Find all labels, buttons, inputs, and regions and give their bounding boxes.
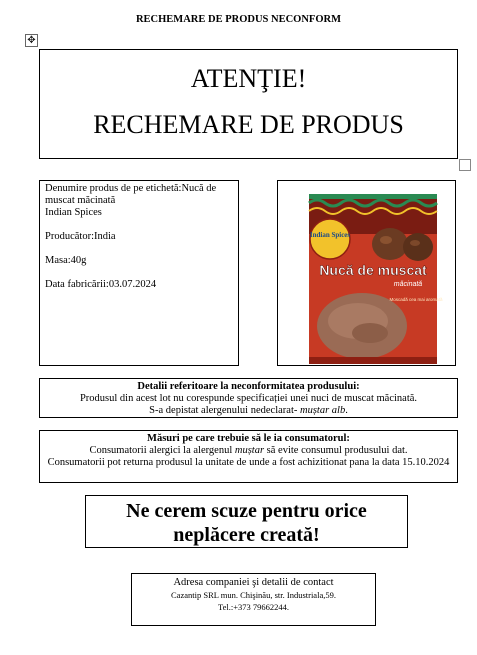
- document-header: RECHEMARE DE PRODUS NECONFORM: [135, 14, 342, 25]
- product-name: Denumire produs de pe etichetă:Nucă de muscat măcinată: [45, 183, 217, 206]
- nonconformity-details-box: [39, 378, 458, 418]
- package-subname: măcinată: [393, 281, 423, 288]
- apology-line-2: neplăcere creată!: [173, 524, 320, 546]
- apology-box: [85, 495, 408, 548]
- measures-line-1: Consumatorii alergici la alergenul muștar să evite consumul produsului dat.: [89, 445, 408, 456]
- measures-line-2: Consumatorii pot returna produsul la unitate de unde a fost achizitionat pana la data 15.10.2024: [47, 457, 450, 468]
- measures-allergen: muștar: [234, 445, 265, 456]
- package-brand-text: Indian Spices: [309, 231, 351, 239]
- product-package-image: [278, 181, 455, 365]
- apology-line-1: Ne cerem scuze pentru orice: [126, 500, 367, 522]
- product-brand: Indian Spices: [45, 207, 102, 218]
- product-manufacture-date: Data fabricării:03.07.2024: [45, 279, 157, 290]
- details-line-1: Produsul din acest lot nu corespunde specificației unei nuci de muscat măcinată.: [79, 393, 418, 404]
- alert-title: ATENŢIE!: [190, 64, 307, 93]
- brand-badge: [310, 219, 350, 259]
- details-allergen: muștar alb: [299, 405, 346, 416]
- details-heading: Detalii referitoare la neconformitatea produsului:: [137, 381, 360, 392]
- table-resize-handle[interactable]: [459, 159, 471, 171]
- contact-address: Cazantip SRL mun. Chişinău, str. Industriala,59.: [171, 590, 336, 600]
- product-image-box: [277, 180, 456, 366]
- contact-title: Adresa companiei şi detalii de contact: [173, 577, 334, 588]
- table-move-handle-icon[interactable]: ✥: [25, 34, 38, 47]
- package-small-text: Moscadă cea mai aromată: [389, 297, 443, 302]
- package-product-name: Nucă de muscat: [319, 262, 427, 278]
- alert-subtitle: RECHEMARE DE PRODUS: [93, 110, 404, 139]
- product-info-box: [39, 180, 239, 366]
- details-line-2: S-a depistat alergenului nedeclarat- muștar alb.: [149, 405, 348, 416]
- measures-heading: Măsuri pe care trebuie să le ia consumatorul:: [147, 433, 350, 444]
- contact-phone: Tel.:+373 79662244.: [217, 602, 289, 612]
- product-mass: Masa:40g: [45, 255, 87, 266]
- alert-box: [39, 49, 458, 159]
- nutmeg-icon: [372, 228, 408, 260]
- consumer-measures-box: [39, 430, 458, 483]
- product-producer: Producător:India: [45, 231, 116, 242]
- contact-box: [131, 573, 376, 626]
